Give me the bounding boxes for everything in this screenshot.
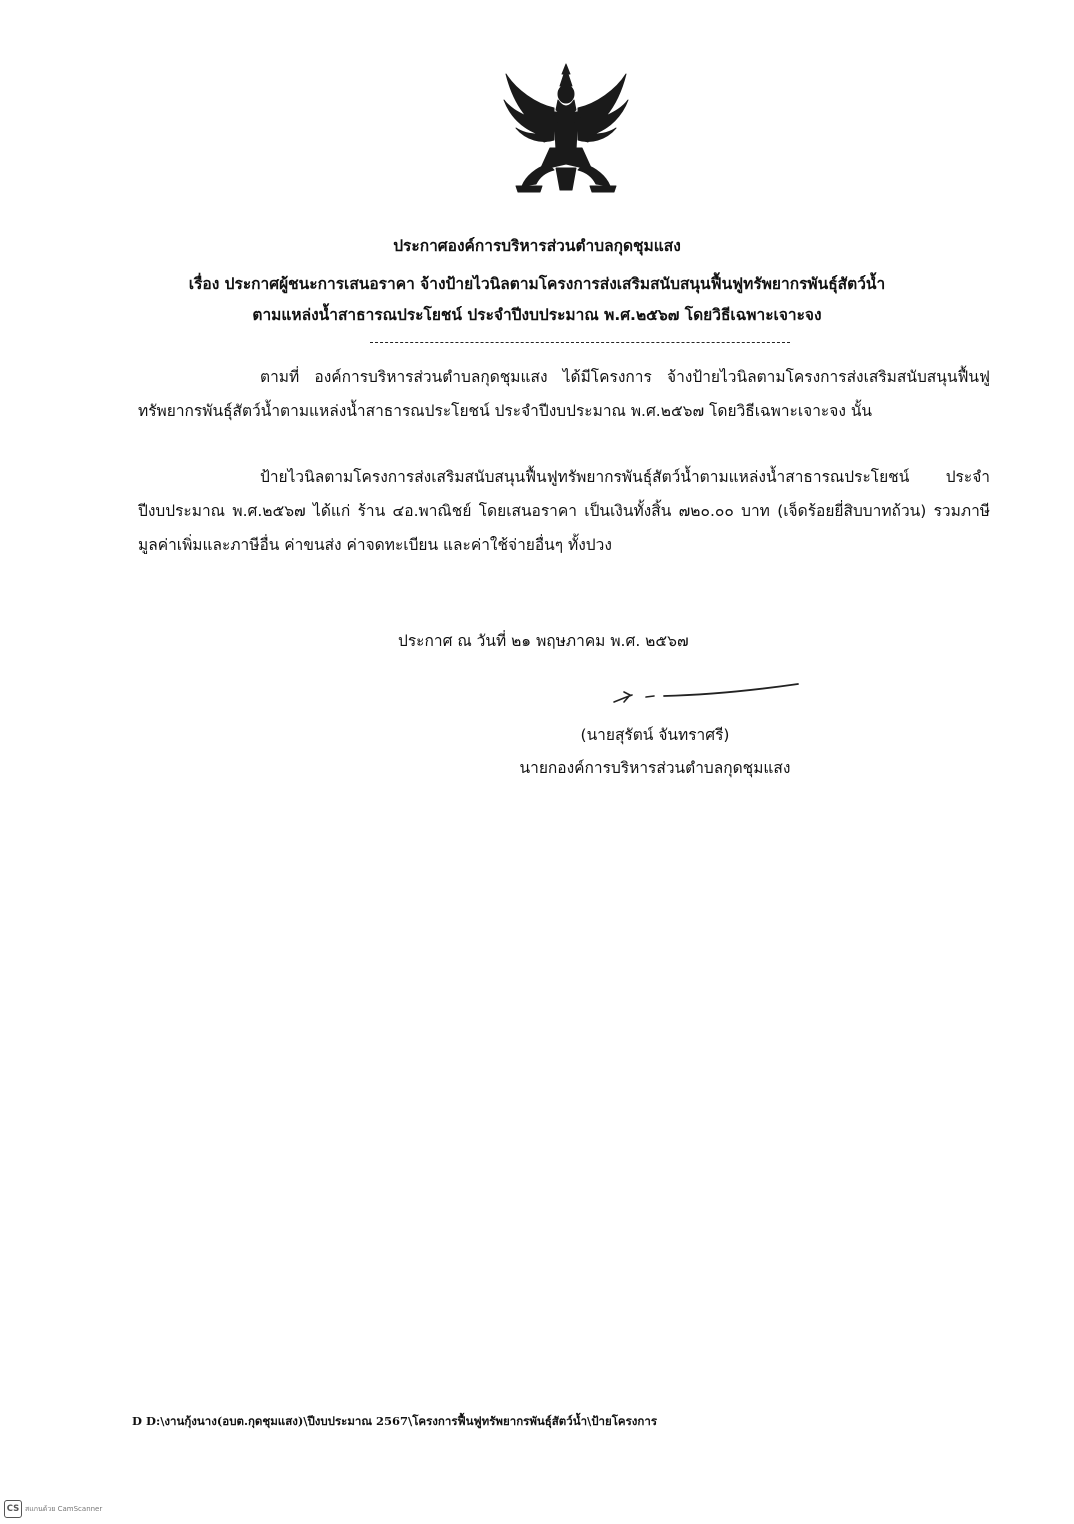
file-path-footer: D D:\งานกุ้งนาง(อบต.กุดชุมแสง)\ปีงบประมาณ 2567\โครงการฟื้นฟูทรัพยากรพันธุ์สัตว์น้ำ\ป้ายโครงการ	[132, 1414, 658, 1428]
announcement-subject-continued: ตามแหล่งน้ำสาธารณประโยชน์ ประจำปีงบประมาณ พ.ศ.๒๕๖๗ โดยวิธีเฉพาะเจาะจง	[252, 306, 822, 324]
body-paragraph-1: ตามที่ องค์การบริหารส่วนตำบลกุดชุมแสง ได้มีโครงการ จ้างป้ายไวนิลตามโครงการส่งเสริมสนับสนุนฟื้นฟูทรัพยากรพันธุ์สัตว์น้ำตามแหล่งน้ำสาธารณประโยชน์ ประจำปีงบประมาณ พ.ศ.๒๕๖๗ โดยวิธีเฉพาะเจาะจง นั้น	[138, 368, 990, 420]
announcement-subject: เรื่อง ประกาศผู้ชนะการเสนอราคา จ้างป้ายไวนิลตามโครงการส่งเสริมสนับสนุนฟื้นฟูทรัพยากรพันธุ์สัตว์น้ำ	[188, 275, 886, 293]
signer-title: นายกองค์การบริหารส่วนตำบลกุดชุมแสง	[519, 759, 791, 777]
camscanner-text: สแกนด้วย CamScanner	[25, 1504, 103, 1513]
body-paragraph-2: ป้ายไวนิลตามโครงการส่งเสริมสนับสนุนฟื้นฟูทรัพยากรพันธุ์สัตว์น้ำตามแหล่งน้ำสาธารณประโยชน์ ประจำปีงบประมาณ พ.ศ.๒๕๖๗ ได้แก่ ร้าน ๔อ.พาณิชย์ โดยเสนอราคา เป็นเงินทั้งสิ้น ๗๒๐.๐๐ บาท (เจ็ดร้อยยี่สิบบาทถ้วน) รวมภาษีมูลค่าเพิ่มและภาษีอื่น ค่าขนส่ง ค่าจดทะเบียน และค่าใช้จ่ายอื่นๆ ทั้งปวง	[138, 468, 990, 554]
camscanner-logo-icon: CS	[4, 1500, 22, 1518]
handwritten-signature	[606, 678, 806, 718]
header-divider	[370, 342, 790, 343]
signer-name: (นายสุรัตน์ จันทราศรี)	[580, 726, 730, 744]
announcement-issuer: ประกาศองค์การบริหารส่วนตำบลกุดชุมแสง	[393, 237, 681, 255]
garuda-emblem	[496, 60, 636, 200]
camscanner-watermark	[4, 1500, 102, 1518]
announcement-date: ประกาศ ณ วันที่ ๒๑ พฤษภาคม พ.ศ. ๒๕๖๗	[398, 632, 689, 650]
